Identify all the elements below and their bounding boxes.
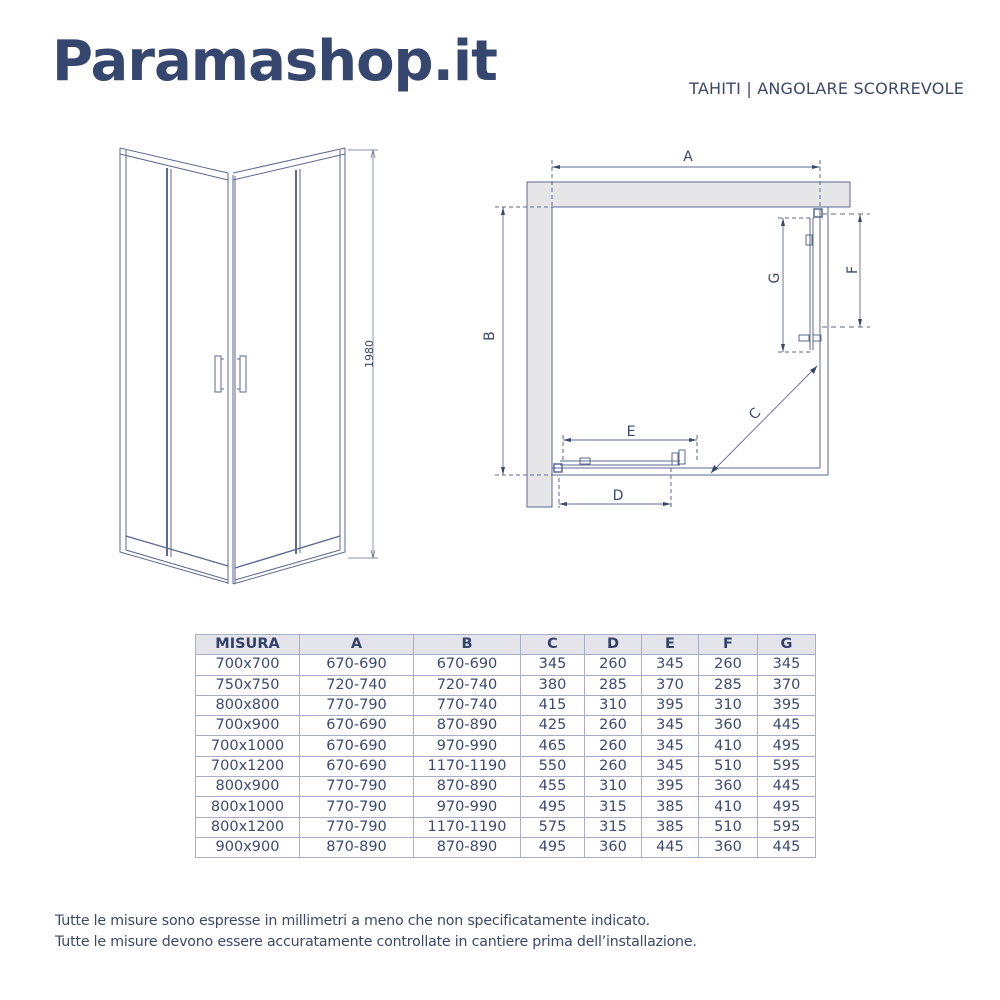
- value-cell: 510: [699, 756, 758, 776]
- size-cell: 750x750: [196, 675, 300, 695]
- size-cell: 700x900: [196, 716, 300, 736]
- value-cell: 455: [521, 777, 585, 797]
- brand-logo: Paramashop.it: [52, 29, 497, 94]
- plan-view-drawing: [480, 140, 870, 520]
- value-cell: 510: [699, 817, 758, 837]
- value-cell: 260: [585, 756, 642, 776]
- table-row: [196, 716, 816, 736]
- column-header-a: A: [300, 635, 414, 655]
- value-cell: 260: [699, 655, 758, 675]
- value-cell: 345: [758, 655, 816, 675]
- column-header-b: B: [414, 635, 521, 655]
- value-cell: 310: [699, 695, 758, 715]
- size-cell: 700x700: [196, 655, 300, 675]
- value-cell: 495: [758, 736, 816, 756]
- value-cell: 360: [699, 837, 758, 857]
- value-cell: 345: [642, 655, 699, 675]
- dim-label-e: E: [626, 424, 636, 440]
- value-cell: 445: [758, 777, 816, 797]
- value-cell: 370: [758, 675, 816, 695]
- value-cell: 360: [699, 777, 758, 797]
- value-cell: 285: [699, 675, 758, 695]
- value-cell: 870-890: [414, 837, 521, 857]
- value-cell: 395: [642, 777, 699, 797]
- value-cell: 720-740: [414, 675, 521, 695]
- value-cell: 345: [642, 736, 699, 756]
- value-cell: 380: [521, 675, 585, 695]
- value-cell: 870-890: [414, 716, 521, 736]
- isometric-shower-drawing: [100, 140, 390, 590]
- value-cell: 770-740: [414, 695, 521, 715]
- value-cell: 970-990: [414, 797, 521, 817]
- value-cell: 260: [585, 736, 642, 756]
- table-row: [196, 837, 816, 857]
- table-row: [196, 756, 816, 776]
- table-row: [196, 695, 816, 715]
- footnote-verify: Tutte le misure devono essere accuratamente controllate in cantiere prima dell’installazione.: [55, 934, 697, 950]
- value-cell: 670-690: [300, 736, 414, 756]
- size-cell: 800x1000: [196, 797, 300, 817]
- value-cell: 315: [585, 797, 642, 817]
- dim-label-d: D: [612, 488, 624, 504]
- column-header-c: C: [521, 635, 585, 655]
- value-cell: 445: [758, 837, 816, 857]
- value-cell: 720-740: [300, 675, 414, 695]
- value-cell: 550: [521, 756, 585, 776]
- value-cell: 595: [758, 756, 816, 776]
- column-header-g: G: [758, 635, 816, 655]
- value-cell: 385: [642, 797, 699, 817]
- value-cell: 970-990: [414, 736, 521, 756]
- dim-label-f: F: [845, 265, 861, 275]
- value-cell: 575: [521, 817, 585, 837]
- column-header-misura: MISURA: [196, 635, 300, 655]
- value-cell: 670-690: [300, 756, 414, 776]
- column-header-e: E: [642, 635, 699, 655]
- product-title: TAHITI | ANGOLARE SCORREVOLE: [689, 79, 964, 98]
- value-cell: 285: [585, 675, 642, 695]
- dim-label-b: B: [482, 331, 498, 341]
- footnotes: [55, 911, 697, 953]
- value-cell: 260: [585, 716, 642, 736]
- value-cell: 315: [585, 817, 642, 837]
- value-cell: 425: [521, 716, 585, 736]
- table-row: [196, 797, 816, 817]
- dimensions-table: [195, 634, 816, 858]
- value-cell: 395: [642, 695, 699, 715]
- value-cell: 770-790: [300, 817, 414, 837]
- dim-label-a: A: [683, 149, 693, 165]
- value-cell: 1170-1190: [414, 817, 521, 837]
- height-label: 1980: [363, 340, 376, 368]
- value-cell: 770-790: [300, 797, 414, 817]
- size-cell: 800x900: [196, 777, 300, 797]
- size-cell: 700x1000: [196, 736, 300, 756]
- column-header-f: F: [699, 635, 758, 655]
- table-header-row: [196, 635, 816, 655]
- footnote-units: Tutte le misure sono espresse in millimetri a meno che non specificatamente indicato.: [55, 913, 650, 929]
- value-cell: 410: [699, 797, 758, 817]
- value-cell: 260: [585, 655, 642, 675]
- value-cell: 670-690: [300, 655, 414, 675]
- table-body: [196, 655, 816, 858]
- value-cell: 385: [642, 817, 699, 837]
- size-cell: 800x1200: [196, 817, 300, 837]
- table-row: [196, 675, 816, 695]
- dim-label-c: C: [746, 405, 765, 424]
- value-cell: 670-690: [300, 716, 414, 736]
- value-cell: 465: [521, 736, 585, 756]
- value-cell: 595: [758, 817, 816, 837]
- value-cell: 445: [642, 837, 699, 857]
- table-row: [196, 777, 816, 797]
- value-cell: 345: [521, 655, 585, 675]
- value-cell: 360: [585, 837, 642, 857]
- table-row: [196, 736, 816, 756]
- value-cell: 445: [758, 716, 816, 736]
- value-cell: 870-890: [414, 777, 521, 797]
- value-cell: 345: [642, 716, 699, 736]
- size-cell: 800x800: [196, 695, 300, 715]
- value-cell: 310: [585, 777, 642, 797]
- value-cell: 370: [642, 675, 699, 695]
- value-cell: 360: [699, 716, 758, 736]
- value-cell: 495: [758, 797, 816, 817]
- value-cell: 495: [521, 797, 585, 817]
- table-row: [196, 817, 816, 837]
- value-cell: 310: [585, 695, 642, 715]
- value-cell: 415: [521, 695, 585, 715]
- value-cell: 345: [642, 756, 699, 776]
- value-cell: 1170-1190: [414, 756, 521, 776]
- column-header-d: D: [585, 635, 642, 655]
- value-cell: 870-890: [300, 837, 414, 857]
- value-cell: 770-790: [300, 777, 414, 797]
- size-cell: 900x900: [196, 837, 300, 857]
- dim-label-g: G: [767, 272, 783, 284]
- value-cell: 495: [521, 837, 585, 857]
- size-cell: 700x1200: [196, 756, 300, 776]
- value-cell: 410: [699, 736, 758, 756]
- table-row: [196, 655, 816, 675]
- value-cell: 770-790: [300, 695, 414, 715]
- value-cell: 670-690: [414, 655, 521, 675]
- value-cell: 395: [758, 695, 816, 715]
